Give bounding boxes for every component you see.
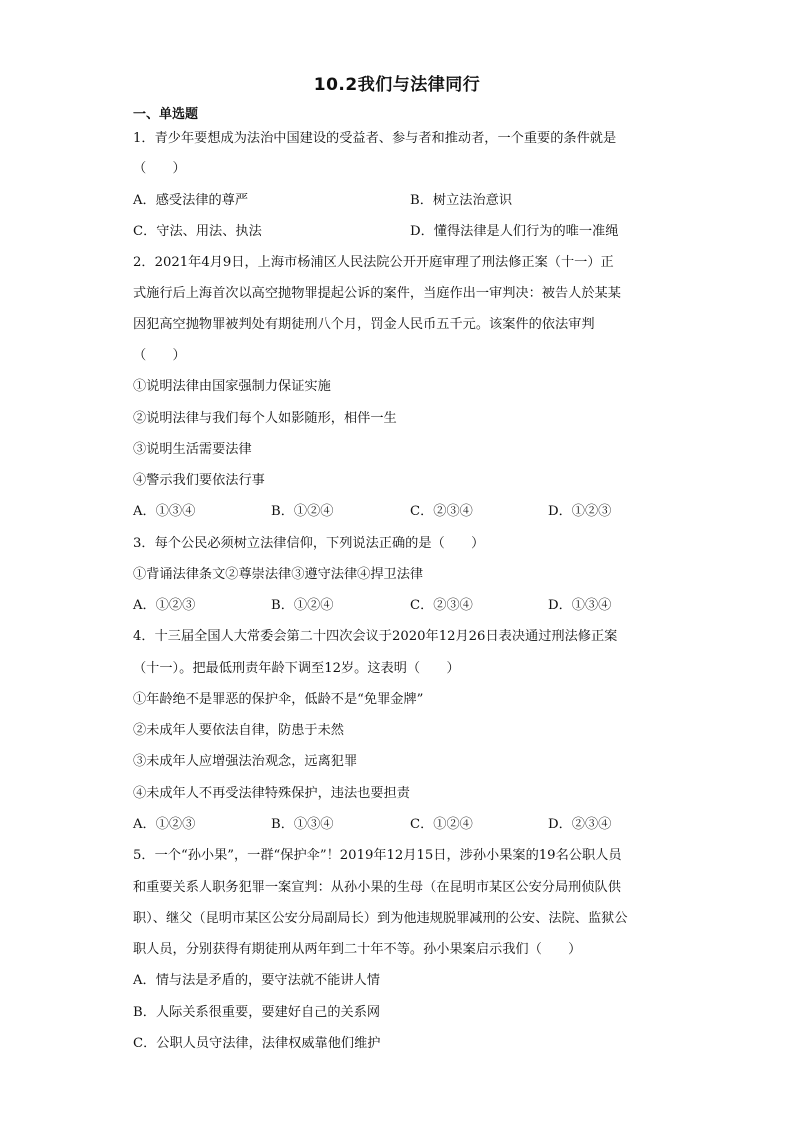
q3-option-b: B．①②④: [271, 598, 334, 613]
q2-statement: ②说明法律与我们每个人如影随形，相伴一生: [133, 411, 397, 426]
q2-stem-line: （ ）: [133, 348, 186, 363]
q1-stem-line: 1．青少年要想成为法治中国建设的受益者、参与者和推动者，一个重要的条件就是: [133, 131, 617, 146]
q4-option-c: C．①②④: [410, 817, 473, 832]
q4-statement: ②未成年人要依法自律，防患于未然: [133, 723, 344, 738]
q1-option-d: D．懂得法律是人们行为的唯一准绳: [410, 224, 619, 239]
q4-statement: ①年龄绝不是罪恶的保护伞，低龄不是“免罪金牌”: [133, 692, 424, 707]
q5-option-a: A．情与法是矛盾的，要守法就不能讲人情: [133, 973, 380, 988]
q3-option-d: D．①③④: [548, 598, 612, 613]
q4-statement: ③未成年人应增强法治观念，远离犯罪: [133, 754, 358, 769]
q3-statement: ①背诵法律条文②尊崇法律③遵守法律④捍卫法律: [133, 567, 424, 582]
q2-stem-line: 2．2021年4月9日，上海市杨浦区人民法院公开开庭审理了刑法修正案（十一）正: [133, 255, 614, 270]
q1-option-b: B．树立法治意识: [410, 193, 513, 208]
q4-option-d: D．②③④: [548, 817, 612, 832]
q5-option-c: C．公职人员守法律，法律权威靠他们维护: [133, 1036, 381, 1051]
q4-option-b: B．①③④: [271, 817, 334, 832]
q2-stem-line: 因犯高空抛物罪被判处有期徒刑八个月，罚金人民币五千元。该案件的依法审判: [133, 317, 595, 332]
q2-stem-line: 式施行后上海首次以高空抛物罪提起公诉的案件，当庭作出一审判决：被告人於某某: [133, 286, 621, 301]
section-heading: 一、单选题: [133, 107, 199, 122]
q5-stem-line: 5．一个“孙小果”，一群“保护伞”！2019年12月15日，涉孙小果案的19名公职人员: [133, 848, 622, 863]
q2-statement: ③说明生活需要法律: [133, 442, 252, 457]
q5-option-b: B．人际关系很重要，要建好自己的关系网: [133, 1005, 381, 1020]
q5-stem-line: 职人员，分别获得有期徒刑从两年到二十年不等。孙小果案启示我们（ ）: [133, 942, 582, 957]
q1-option-c: C．守法、用法、执法: [133, 224, 262, 239]
q2-option-d: D．①②③: [548, 504, 612, 519]
q1-option-a: A．感受法律的尊严: [133, 193, 249, 208]
q4-option-a: A．①②③: [133, 817, 196, 832]
q3-option-a: A．①②③: [133, 598, 196, 613]
q2-option-b: B．①②④: [271, 504, 334, 519]
q5-stem-line: 和重要关系人职务犯罪一案宣判：从孙小果的生母（在昆明市某区公安分局刑侦队供: [133, 880, 621, 895]
q2-option-c: C．②③④: [410, 504, 473, 519]
q3-stem-line: 3．每个公民必须树立法律信仰，下列说法正确的是（ ）: [133, 536, 485, 551]
q5-stem-line: 职）、继父（昆明市某区公安分局副局长）到为他违规脱罪减刑的公安、法院、监狱公: [133, 911, 628, 926]
q4-stem-line: （十一）。把最低刑责年龄下调至12岁。这表明（ ）: [133, 661, 460, 676]
q4-stem-line: 4．十三届全国人大常委会第二十四次会议于2020年12月26日表决通过刑法修正案: [133, 629, 618, 644]
q2-option-a: A．①③④: [133, 504, 196, 519]
q2-statement: ④警示我们要依法行事: [133, 473, 265, 488]
page-title: 10.2我们与法律同行: [313, 75, 481, 95]
q1-stem-line: （ ）: [133, 161, 186, 176]
q4-statement: ④未成年人不再受法律特殊保护，违法也要担责: [133, 786, 410, 801]
q2-statement: ①说明法律由国家强制力保证实施: [133, 379, 331, 394]
q3-option-c: C．②③④: [410, 598, 473, 613]
